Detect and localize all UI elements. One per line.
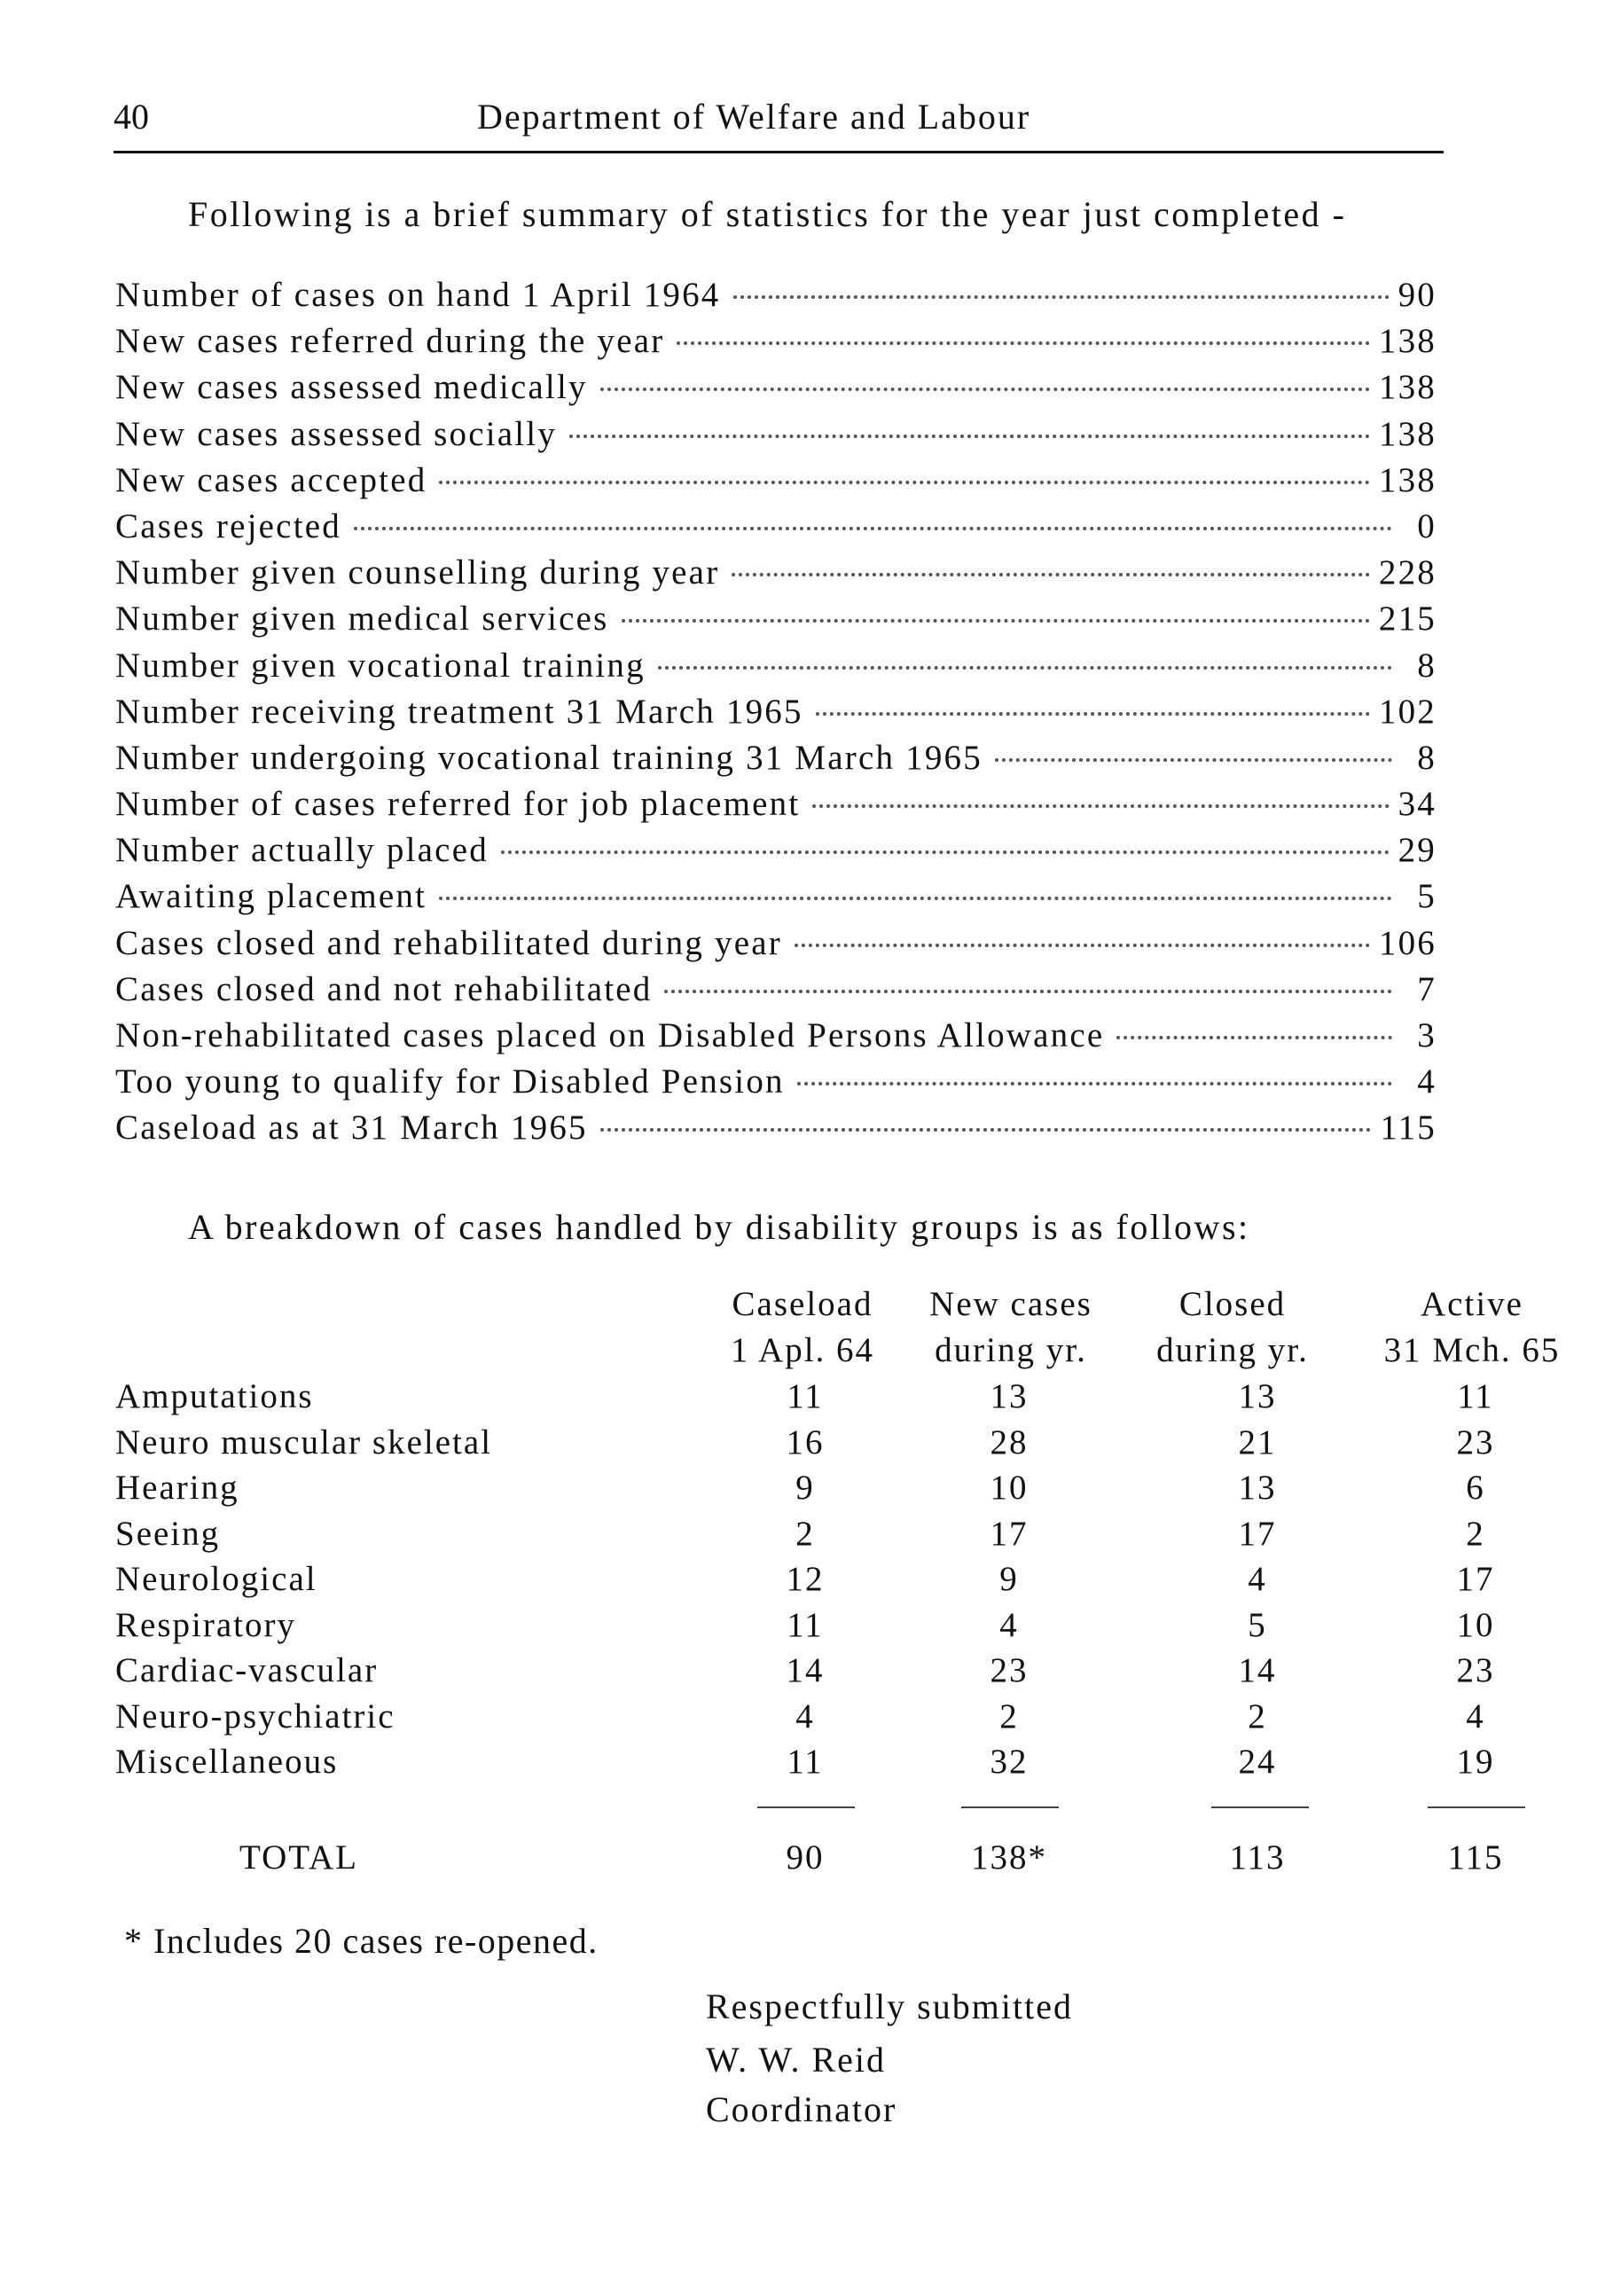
cell-closed: 5 — [1248, 1605, 1267, 1644]
summary-label: Caseload as at 31 March 1965 — [115, 1109, 588, 1148]
summary-label: New cases assessed medically — [115, 368, 588, 407]
summary-label: Number undergoing vocational training 31 March 1965 — [115, 738, 983, 777]
cell-caseload: 11 — [787, 1743, 824, 1781]
column-header-closed: Closed during yr. — [1156, 1285, 1309, 1369]
summary-row — [115, 646, 1437, 692]
disability-table — [115, 1281, 1561, 1885]
summary-label: Cases closed and not rehabilitated — [115, 969, 653, 1008]
table-row — [115, 1694, 1485, 1740]
total-rule — [1428, 1806, 1525, 1808]
dot-leader — [995, 758, 1392, 762]
summary-intro: Following is a brief summary of statistics for the year just completed - — [188, 194, 1347, 234]
cell-closed: 2 — [1248, 1697, 1267, 1736]
table-row — [115, 1374, 1494, 1420]
summary-value: 215 — [1378, 599, 1437, 639]
dot-leader — [501, 850, 1390, 854]
cell-active: 17 — [1456, 1560, 1495, 1598]
summary-value: 0 — [1417, 506, 1437, 545]
cell-new-cases: 2 — [999, 1697, 1019, 1736]
cell-active: 23 — [1456, 1422, 1495, 1461]
table-row — [115, 1602, 1495, 1649]
table-row — [115, 1420, 1495, 1466]
total-rule — [1211, 1806, 1309, 1808]
disability-group: Miscellaneous — [115, 1743, 339, 1781]
summary-row — [115, 830, 1437, 876]
dot-leader — [732, 573, 1370, 576]
summary-value: 8 — [1417, 738, 1437, 777]
disability-group: Neuro-psychiatric — [115, 1697, 395, 1736]
summary-value: 228 — [1378, 553, 1437, 592]
summary-row — [115, 367, 1437, 413]
disability-group: Cardiac-vascular — [115, 1651, 379, 1689]
cell-closed: 13 — [1238, 1377, 1277, 1415]
summary-row — [115, 692, 1437, 738]
summary-row — [115, 414, 1437, 460]
statistics-summary — [115, 275, 1437, 1155]
summary-value: 5 — [1417, 877, 1437, 916]
summary-row — [115, 784, 1437, 830]
total-closed: 113 — [1229, 1838, 1286, 1877]
table-row — [115, 1648, 1495, 1694]
summary-row — [115, 275, 1437, 321]
total-row — [115, 1831, 1504, 1885]
disability-group: Hearing — [115, 1469, 239, 1507]
table-header — [115, 1281, 1561, 1374]
summary-label: Non-rehabilitated cases placed on Disabled Persons Allowance — [115, 1016, 1105, 1054]
summary-row — [115, 1015, 1437, 1062]
summary-label: Number given medical services — [115, 599, 609, 639]
summary-value: 4 — [1417, 1062, 1437, 1101]
footnote: * Includes 20 cases re-opened. — [124, 1921, 599, 1961]
cell-active: 11 — [1457, 1377, 1494, 1415]
cell-caseload: 16 — [786, 1422, 825, 1461]
total-new-cases: 138* — [971, 1838, 1047, 1877]
summary-label: Number given counselling during year — [115, 553, 720, 592]
summary-label: Cases closed and rehabilitated during year — [115, 923, 782, 962]
cell-active: 10 — [1456, 1605, 1495, 1644]
total-label: TOTAL — [239, 1838, 358, 1877]
dot-leader — [600, 388, 1370, 391]
summary-row — [115, 1108, 1437, 1154]
summary-row — [115, 969, 1437, 1015]
cell-closed: 13 — [1238, 1469, 1277, 1507]
cell-caseload: 14 — [786, 1651, 825, 1689]
cell-new-cases: 23 — [990, 1651, 1029, 1689]
cell-active: 23 — [1456, 1651, 1495, 1689]
summary-label: New cases accepted — [115, 460, 427, 499]
page-header — [114, 96, 1444, 149]
signoff — [706, 1982, 1073, 2135]
summary-value: 138 — [1378, 414, 1437, 453]
summary-row — [115, 923, 1437, 969]
summary-label: Cases rejected — [115, 506, 341, 545]
summary-value: 102 — [1378, 692, 1437, 731]
summary-value: 138 — [1378, 460, 1437, 499]
summary-value: 34 — [1398, 785, 1437, 824]
summary-label: New cases assessed socially — [115, 414, 558, 453]
summary-value: 90 — [1398, 276, 1437, 314]
summary-row — [115, 552, 1437, 599]
disability-group: Respiratory — [115, 1605, 296, 1644]
table-row — [115, 1465, 1485, 1511]
disability-group: Neurological — [115, 1560, 317, 1598]
running-title: Department of Welfare and Labour — [477, 97, 1031, 137]
column-header-active: Active 31 Mch. 65 — [1383, 1285, 1561, 1369]
cell-closed: 17 — [1238, 1514, 1277, 1553]
summary-value: 138 — [1378, 322, 1437, 361]
summary-value: 106 — [1378, 923, 1437, 962]
cell-new-cases: 4 — [999, 1605, 1019, 1644]
cell-new-cases: 9 — [999, 1560, 1019, 1598]
summary-value: 138 — [1378, 368, 1437, 407]
cell-caseload: 12 — [786, 1560, 825, 1598]
table-row — [115, 1511, 1485, 1557]
dot-leader — [1116, 1036, 1392, 1039]
cell-caseload: 11 — [787, 1605, 824, 1644]
summary-label: Awaiting placement — [115, 877, 427, 916]
summary-label: Too young to qualify for Disabled Pension — [115, 1062, 785, 1101]
cell-new-cases: 13 — [990, 1377, 1029, 1415]
dot-leader — [569, 435, 1370, 438]
summary-row — [115, 321, 1437, 367]
signatory-name: W. W. Reid — [706, 2040, 886, 2080]
breakdown-intro: A breakdown of cases handled by disability groups is as follows: — [188, 1207, 1250, 1247]
total-rule — [961, 1806, 1059, 1808]
dot-leader — [622, 619, 1370, 623]
cell-active: 6 — [1466, 1469, 1485, 1507]
disability-group: Seeing — [115, 1514, 221, 1553]
total-rule — [757, 1806, 855, 1808]
column-header-new-cases: New cases during yr. — [929, 1285, 1092, 1369]
summary-label: Number receiving treatment 31 March 1965 — [115, 692, 803, 731]
summary-label: Number of cases referred for job placement — [115, 785, 801, 824]
cell-closed: 24 — [1238, 1743, 1277, 1781]
dot-leader — [658, 666, 1392, 670]
cell-closed: 21 — [1238, 1422, 1277, 1461]
cell-active: 19 — [1456, 1743, 1495, 1781]
cell-new-cases: 17 — [990, 1514, 1029, 1553]
dot-leader — [795, 944, 1370, 947]
cell-caseload: 4 — [795, 1697, 815, 1736]
dot-leader — [816, 712, 1370, 716]
dot-leader — [812, 804, 1389, 808]
signatory-title: Coordinator — [706, 2089, 897, 2129]
summary-label: New cases referred during the year — [115, 322, 665, 361]
dot-leader — [439, 481, 1369, 484]
summary-value: 8 — [1417, 646, 1437, 685]
table-row — [115, 1556, 1495, 1602]
summary-row — [115, 599, 1437, 645]
cell-new-cases: 32 — [990, 1743, 1029, 1781]
summary-label: Number actually placed — [115, 831, 489, 870]
closing-line: Respectfully submitted — [706, 1986, 1073, 2026]
summary-row — [115, 738, 1437, 784]
page-number: 40 — [114, 97, 149, 137]
disability-group: Amputations — [115, 1377, 314, 1415]
summary-row — [115, 506, 1437, 552]
header-rule — [114, 151, 1444, 153]
cell-closed: 4 — [1248, 1560, 1267, 1598]
summary-value: 7 — [1417, 969, 1437, 1008]
dot-leader — [797, 1082, 1392, 1085]
cell-caseload: 2 — [795, 1514, 815, 1553]
cell-active: 2 — [1466, 1514, 1485, 1553]
column-header-caseload: Caseload 1 Apl. 64 — [730, 1285, 875, 1369]
summary-row — [115, 876, 1437, 922]
summary-row — [115, 460, 1437, 506]
total-rules — [115, 1785, 1481, 1831]
dot-leader — [439, 897, 1392, 900]
dot-leader — [664, 990, 1392, 993]
summary-value: 3 — [1417, 1016, 1437, 1054]
dot-leader — [733, 295, 1390, 299]
dot-leader — [600, 1128, 1372, 1132]
total-caseload: 90 — [786, 1838, 825, 1877]
table-body — [115, 1374, 1495, 1785]
cell-caseload: 11 — [787, 1377, 824, 1415]
cell-caseload: 9 — [795, 1469, 815, 1507]
dot-leader — [354, 527, 1392, 530]
summary-label: Number of cases on hand 1 April 1964 — [115, 276, 721, 314]
cell-new-cases: 28 — [990, 1422, 1029, 1461]
cell-closed: 14 — [1238, 1651, 1277, 1689]
cell-new-cases: 10 — [990, 1469, 1029, 1507]
disability-group: Neuro muscular skeletal — [115, 1422, 493, 1461]
cell-active: 4 — [1466, 1697, 1485, 1736]
summary-value: 115 — [1380, 1109, 1437, 1148]
summary-row — [115, 1062, 1437, 1108]
dot-leader — [677, 341, 1369, 345]
total-active: 115 — [1447, 1838, 1504, 1877]
summary-value: 29 — [1398, 831, 1437, 870]
summary-label: Number given vocational training — [115, 646, 646, 685]
table-row — [115, 1739, 1495, 1785]
